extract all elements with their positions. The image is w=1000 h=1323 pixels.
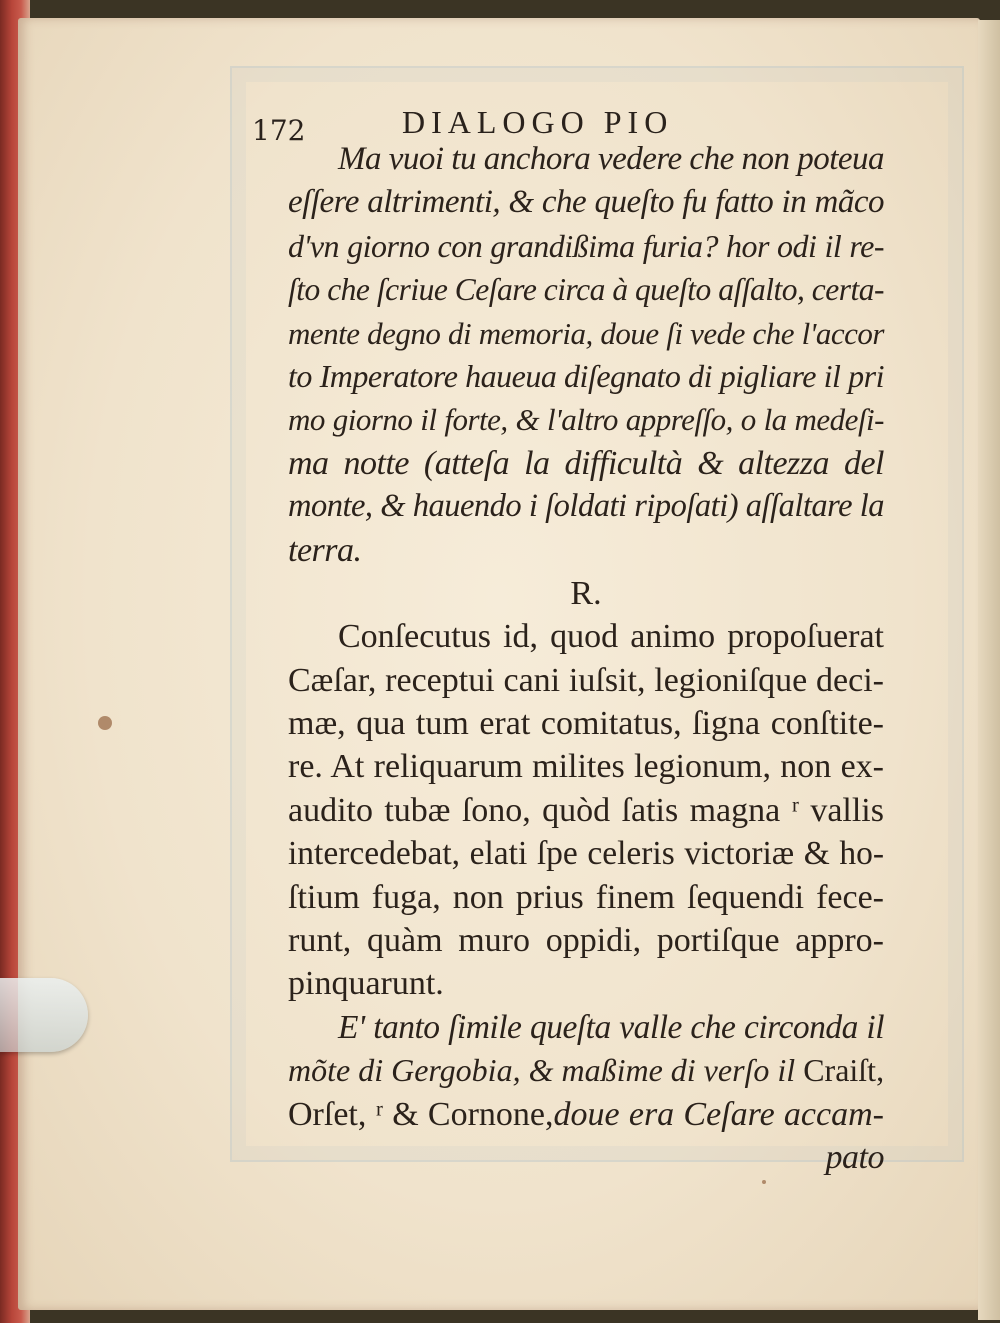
- text-line: mæ, qua tum erat comitatus, ſigna conſtite-: [288, 705, 884, 743]
- text-line: intercedebat, elati ſpe celeris victoriæ & ho-: [288, 835, 884, 873]
- text-line: eſſere altrimenti, & che queſto fu fatto in mãco: [288, 184, 884, 221]
- text-fragment: Orſet, ʳ & Cornone,: [288, 1095, 554, 1133]
- ink-stain: [762, 1180, 766, 1184]
- text-line: [288, 1093, 884, 1136]
- text-line: pinquarunt.: [288, 965, 444, 1003]
- ink-stain: [98, 716, 112, 730]
- text-line: mente degno di memoria, doue ſi vede che l'accor: [288, 315, 884, 351]
- text-line: ſto che ſcriue Ceſare circa à queſto aſſalto, certa-: [288, 272, 884, 308]
- text-line: to Imperatore haueua diſegnato di pigliare il pri: [288, 357, 884, 394]
- text-fragment: mõte di Gergobia, & maßime di verſo il: [288, 1052, 804, 1089]
- section-letter: R.: [570, 574, 602, 612]
- text-line: Ma vuoi tu anchora vedere che non poteua: [338, 141, 885, 177]
- text-line: ſtium fuga, non prius finem ſequendi fece-: [288, 878, 884, 916]
- text-line: runt, quàm muro oppidi, portiſque appro-: [288, 922, 884, 960]
- text-line: audito tubæ ſono, quòd ſatis magna ʳ vallis: [288, 791, 884, 829]
- text-fragment: Craiſt,: [803, 1052, 885, 1089]
- page-number: 172: [252, 114, 306, 147]
- catchword: pato: [825, 1138, 884, 1176]
- text-line: monte, & hauendo i ſoldati ripoſati) aſſaltare la: [288, 488, 884, 525]
- text-line: Conſecutus id, quod animo propoſuerat: [338, 618, 884, 656]
- text-line: terra.: [288, 531, 362, 569]
- text-line: d'vn giorno con grandißima furia? hor odi il re-: [288, 227, 884, 264]
- text-line: Cæſar, receptui cani iuſsit, legioniſque deci-: [288, 661, 884, 699]
- running-title: DIALOGO PIO: [402, 104, 674, 140]
- text-line: ma notte (atteſa la difficultà & altezza del: [288, 444, 884, 482]
- text-line: E' tanto ſimile queſta valle che circonda il: [338, 1008, 884, 1046]
- next-page-edge: [978, 20, 1000, 1320]
- page-text: [288, 138, 884, 1179]
- page-clip: [0, 978, 88, 1052]
- text-line: mo giorno il forte, & l'altro appreſſo, o la medeſi-: [288, 402, 884, 438]
- text-line: [288, 1049, 884, 1092]
- text-fragment: doue era Ceſare accam-: [553, 1095, 884, 1133]
- text-line: re. At reliquarum milites legionum, non ex-: [288, 748, 884, 786]
